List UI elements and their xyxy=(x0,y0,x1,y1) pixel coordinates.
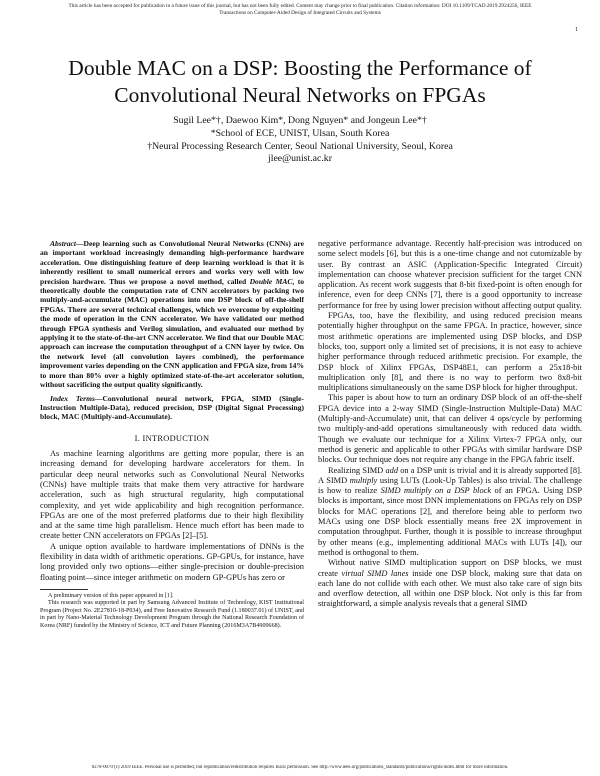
right-paragraph-3: This paper is about how to turn an ordinary DSP block of an off-the-shelf FPGA device into a 2-way SIMD (Single-Instruction Multiple-Data) MAC (Multiply-and-Accumulate) unit, that can deliver 4 ops/cycle by performing two multiply-and-add operations simultaneously with reduced data width. Though we evaluate our technique for a Xilinx Virtex-7 FPGA only, our method is generic and applicable to other FPGAs with similar hardware DSP blocks. Our technique does not require any change in the FPGA fabric itself. xyxy=(318,393,582,465)
right-column xyxy=(318,239,582,610)
right-paragraph-2: FPGAs, too, have the flexibility, and using reduced precision means potentially higher throughput on the same FPGA. In practice, however, since most arithmetic operations are implemented using DSP blocks, and DSP blocks, too, support only a limited set of precisions, it is not easy to achieve higher performance through reduced arithmetic precision. For example, the DSP block of Xilinx FPGAs, DSP48E1, can perform a 25x18-bit multiplication only [8], and there is no way to perform two 8x8-bit multiplications simultaneously on the same DSP block for higher throughput. xyxy=(318,311,582,393)
index-terms-label: Index Terms xyxy=(50,393,95,403)
p4-italic-multiply: multiply xyxy=(349,475,378,485)
author-names: Sugil Lee*†, Daewoo Kim*, Dong Nguyen* and Jongeun Lee*† xyxy=(173,115,427,126)
abstract-label: Abstract xyxy=(50,239,76,248)
author-email[interactable]: jlee@unist.ac.kr xyxy=(268,153,332,165)
footnote-rule xyxy=(40,589,88,590)
index-terms xyxy=(40,394,304,422)
page-number: 1 xyxy=(575,27,578,33)
intro-paragraph-1: As machine learning algorithms are getting more popular, there is an increasing demand for developing hardware accelerators for them. In particular deep neural networks such as Convolutional Neural Networks (CNNs) have multiple traits that make them very attractive for hardware acceleration, such as high structural regularity, high computational complexity, and yet wide applicability and high recognition performance. FPGAs are one of the most preferred platforms due to their high flexibility and at the same time high parallelism. Hence much effort has been made to create better CNN accelerators on FPGAs [2]–[5]. xyxy=(40,449,304,541)
p4-italic-simd: SIMD multiply on a DSP block xyxy=(380,486,492,496)
p4-text-d: of an FPGA. Using DSP blocks is important, since most DNN implementations on FPGAs rely on DSP blocks for MAC operations [2], and therefore being able to perform two MACs using one DSP block essentially means free 2X improvement in computation throughput. Further, though it is possible to increase throughput by other means (e.g., implementing additional MACs with LUTs [4]), our method is orthogonal to them. xyxy=(318,486,583,557)
section-heading-introduction: I. INTRODUCTION xyxy=(134,433,210,443)
abstract-text-2: , to theoretically double the computation rate of CNN accelerators by packing two multiply-and-accumulate (MAC) operations into one DSP block of off-the-shelf FPGAs. There are several technical challenges, which we overcome by exploiting the mode of operation in the CNN accelerator. We have validated our method through FPGA synthesis and Verilog simulation, and evaluated our method by applying it to the state-of-the-art CNN accelerator. We find that our Double MAC approach can increase the computation throughput of a CNN layer by twice. On the network level (all convolution layers combined), the performance improvement varies depending on the CNN application and FPGA size, from 14% to more than 80% over a highly optimized state-of-the-art accelerator solution, without sacrificing the output quality significantly. xyxy=(40,276,305,390)
p5-italic: virtual SIMD lanes xyxy=(341,568,409,578)
footnote-1: A preliminary version of this paper appeared in [1]. xyxy=(48,592,174,599)
publication-notice-line1: This article has been accepted for publication in a future issue of this journal, but has not been fully edited. Content may change prior to final publication. Citation information: DOI 10.1109/TCAD.2019.2924256, IEEE xyxy=(68,3,532,9)
p5-text-a: Without native SIMD multiplication support on DSP blocks, we must create xyxy=(318,558,582,578)
right-paragraph-4 xyxy=(318,466,582,559)
footnote-2: This research was supported in part by Samsung Advanced Institute of Technology, KIST Institutional Program (Project No. 2E27810-18-P034), and Free Innovative Research Fund (1.180037.01) of UNIST, and in part by Nano-Material Technology Development Program through the National Research Foundation of Korea (NRF) funded by the Ministry of Science, ICT and Future Planning (2016M3A7B4909668). xyxy=(40,600,304,629)
publication-notice xyxy=(10,3,590,17)
p5-text-b: inside one DSP block, making sure that data on each lane do not collide with each other. We must also take care of sign bits and overflow detection, all within one DSP block. Not only is this far from straightforward, a simple analysis reveals that a general SIMD xyxy=(318,568,582,609)
author-block xyxy=(20,115,580,166)
right-paragraph-5 xyxy=(318,558,582,609)
abstract-text-1: —Deep learning such as Convolutional Neural Networks (CNNs) are an important workload increasingly demanding high-performance hardware acceleration. One distinguishing feature of deep learning workload is that it is inherently resilient to small numerical errors and works very well with low precision hardware. Thus we propose a novel method, called xyxy=(40,239,304,286)
p4-text-a: Realizing SIMD xyxy=(328,465,384,475)
abstract xyxy=(40,239,304,390)
intro-paragraph-2: A unique option available to hardware implementations of DNNs is the flexibility in data width of arithmetic operations. GP-GPUs, for instance, have long provided only two options—either single-precision or double-precision floating point—since integer arithmetic on modern GP-GPUs has zero or xyxy=(40,541,304,582)
index-terms-text: —Convolutional neural network, FPGA, SIMD (Single-Instruction Multiple-Data), reduced precision, DSP (Digital Signal Processing) block, MAC (Multiply-and-Accumulate). xyxy=(40,393,304,422)
right-paragraph-1: negative performance advantage. Recently half-precision was introduced on some select models [6], but this is a one-time change and not cutomizable by user. By contrast an ASIC (Application-Specific Integrated Circuit) implementation can choose whatever precision sufficient for the target CNN application. As recent work suggests that 8-bit fixed-point is often enough for inference, even for deep CNNs [7], there is a good opportunity to increase performance for free by using lower precision without affecting output quality. xyxy=(318,239,582,310)
abstract-italic-term: Double MAC xyxy=(249,276,293,286)
p4-text-c: using LUTs (Look-Up Tables) is also trivial. The challenge is how to realize xyxy=(318,475,583,496)
affiliation-2: †Neural Processing Research Center, Seoul National University, Seoul, Korea xyxy=(147,140,453,152)
left-column xyxy=(40,239,304,630)
copyright-footer: 0278-0070 (c) 2019 IEEE. Personal use is permitted, but republication/redistribution requires IEEE permission. See http://www.ieee.org/publications_standards/publications/rights/index.html for more information. xyxy=(91,765,509,770)
paper-title: Double MAC on a DSP: Boosting the Performance of Convolutional Neural Networks on FPGAs xyxy=(68,56,532,107)
p4-text-b: on a DSP unit is trivial and it is already supported [8]. A SIMD xyxy=(318,465,582,485)
affiliation-1: *School of ECE, UNIST, Ulsan, South Korea xyxy=(210,127,390,139)
p4-italic-add: add xyxy=(385,465,398,475)
publication-notice-line2: Transactions on Computer-Aided Design of Integrated Circuits and Systems xyxy=(219,10,381,16)
